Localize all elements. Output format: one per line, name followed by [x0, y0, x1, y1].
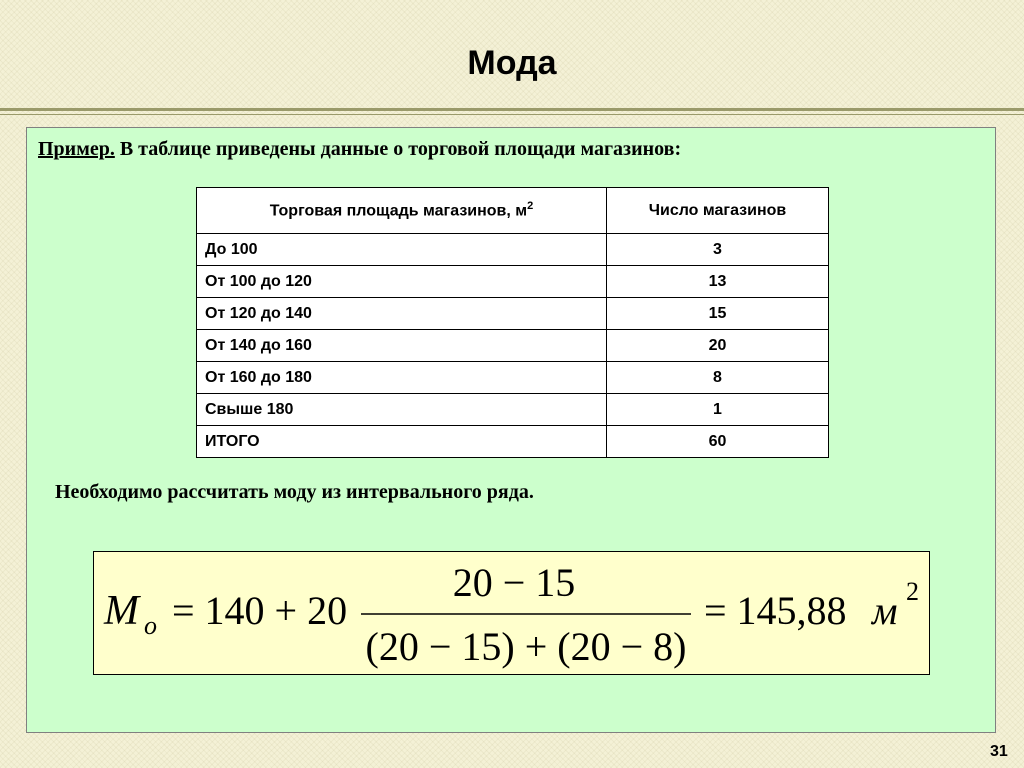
- table-row: [197, 266, 829, 298]
- table-row: [197, 234, 829, 266]
- header-area-sup: 2: [527, 200, 534, 213]
- count-cell: 1: [607, 394, 829, 426]
- task-note: Необходимо рассчитать моду из интервального ряда.: [55, 481, 534, 503]
- area-cell: От 100 до 120: [197, 266, 607, 298]
- formula-numerator: 20 − 15: [452, 560, 576, 605]
- table-row: [197, 298, 829, 330]
- count-cell: 13: [607, 266, 829, 298]
- intro-lead: Пример.: [38, 138, 115, 160]
- table-row: [197, 330, 829, 362]
- slide-title: Мода: [467, 44, 557, 82]
- area-cell: ИТОГО: [197, 426, 607, 458]
- title-divider-thin: [0, 114, 1024, 115]
- table-row: [197, 394, 829, 426]
- store-area-table: [196, 187, 829, 458]
- count-cell: 8: [607, 362, 829, 394]
- formula-symbol: M: [104, 588, 139, 634]
- area-cell: От 120 до 140: [197, 298, 607, 330]
- mode-formula-box: [93, 551, 930, 675]
- table-total-row: [197, 426, 829, 458]
- formula-left: = 140 + 20: [172, 588, 348, 633]
- area-cell: От 140 до 160: [197, 330, 607, 362]
- intro-text: В таблице приведены данные о торговой площади магазинов:: [114, 138, 682, 160]
- count-cell: 3: [607, 234, 829, 266]
- table-row: [197, 362, 829, 394]
- intro-paragraph: [38, 138, 681, 161]
- formula-result: = 145,88: [704, 588, 847, 633]
- mode-formula: [94, 552, 929, 674]
- table-header-row: [197, 188, 829, 234]
- header-count: Число магазинов: [607, 188, 829, 234]
- formula-unit-sup: 2: [906, 577, 919, 606]
- formula-subscript: o: [144, 611, 157, 640]
- count-cell: 15: [607, 298, 829, 330]
- formula-denominator: (20 − 15) + (20 − 8): [365, 624, 687, 669]
- count-cell: 20: [607, 330, 829, 362]
- formula-unit: м: [872, 588, 898, 633]
- area-cell: До 100: [197, 234, 607, 266]
- area-cell: От 160 до 180: [197, 362, 607, 394]
- header-area-label: Торговая площадь магазинов, м: [269, 202, 528, 220]
- page-number: 31: [990, 743, 1008, 760]
- header-area: [197, 188, 607, 234]
- title-divider: [0, 108, 1024, 111]
- count-cell: 60: [607, 426, 829, 458]
- area-cell: Свыше 180: [197, 394, 607, 426]
